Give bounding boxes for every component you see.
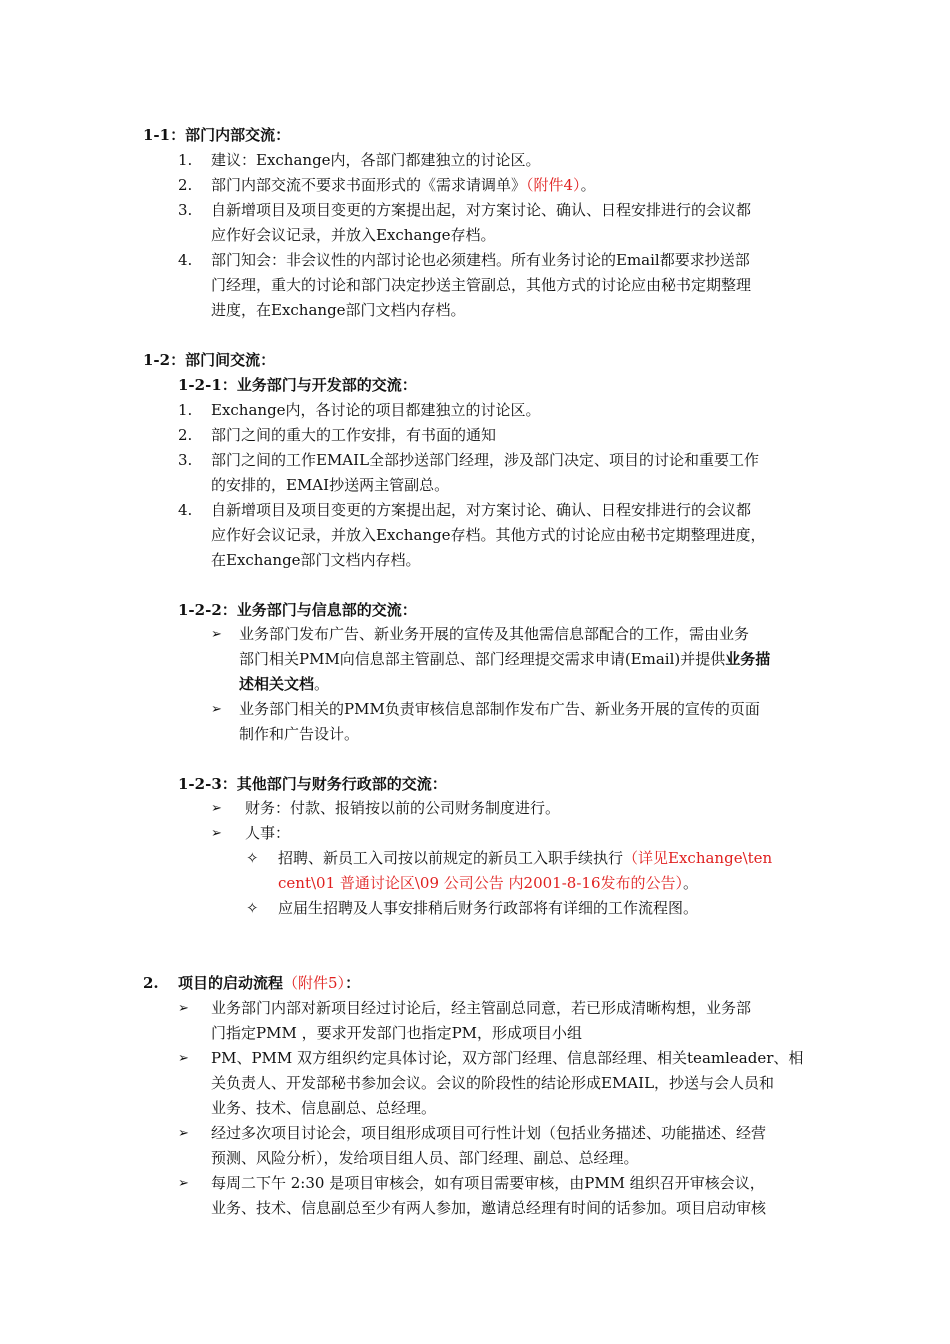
- emphasis-text: 业务描: [725, 650, 771, 668]
- list-number: 4.: [178, 251, 193, 269]
- list-text: 进度，在Exchange部门文档内存档。: [211, 301, 466, 319]
- list-text: 业务、技术、信息副总、总经理。: [211, 1099, 437, 1117]
- arrow-bullet-icon: ➢: [211, 801, 222, 816]
- list-text: 业务部门发布广告、新业务开展的宣传及其他需信息部配合的工作，需由业务: [239, 625, 750, 643]
- list-text: 门指定PMM ，要求开发部门也指定PM，形成项目小组: [211, 1024, 583, 1042]
- list-text: 应届生招聘及人事安排稍后财务行政部将有详细的工作流程图。: [278, 899, 699, 917]
- list-text: 每周二下午 2:30 是项目审核会，如有项目需要审核，由PMM 组织召开审核会议，: [211, 1174, 765, 1192]
- arrow-bullet-icon: ➢: [178, 1126, 189, 1141]
- list-number: 1.: [178, 151, 193, 169]
- list-text: PM、PMM 双方组织约定具体讨论，双方部门经理、信息部经理、相关teamleader、相: [211, 1049, 804, 1067]
- section-number-2: 2.: [143, 974, 159, 992]
- list-text: 建议：Exchange内，各部门都建独立的讨论区。: [211, 151, 541, 169]
- list-text: 人事：: [245, 824, 291, 842]
- subsection-heading-1-2-1: 1-2-1：业务部门与开发部的交流：: [178, 376, 417, 394]
- list-text: 预测、风险分析），发给项目组人员、部门经理、副总、总经理。: [211, 1149, 639, 1167]
- list-text: 的安排的，EMAI抄送两主管副总。: [211, 476, 450, 494]
- arrow-bullet-icon: ➢: [211, 702, 222, 717]
- list-number: 2.: [178, 176, 193, 194]
- subsection-heading-1-2-3: 1-2-3：其他部门与财务行政部的交流：: [178, 775, 447, 793]
- list-text: 经过多次项目讨论会，项目组形成项目可行性计划（包括业务描述、功能描述、经营: [211, 1124, 767, 1142]
- subsection-heading-1-2-2: 1-2-2：业务部门与信息部的交流：: [178, 601, 417, 619]
- list-text: 业务部门相关的PMM负责审核信息部制作发布广告、新业务开展的宣传的页面: [239, 700, 760, 718]
- section-heading-1-2: 1-2：部门间交流：: [143, 351, 276, 369]
- list-number: 3.: [178, 451, 193, 469]
- list-text: 在Exchange部门文档内存档。: [211, 551, 421, 569]
- list-number: 2.: [178, 426, 193, 444]
- arrow-bullet-icon: ➢: [211, 826, 222, 841]
- list-text: 部门之间的重大的工作安排，有书面的通知: [211, 426, 497, 444]
- list-number: 4.: [178, 501, 193, 519]
- list-text: 招聘、新员工入司按以前规定的新员工入职手续执行（详见Exchange\ten: [278, 849, 773, 867]
- list-text: 应作好会议记录，并放入Exchange存档。其他方式的讨论应由秘书定期整理进度，: [211, 526, 766, 544]
- list-text: Exchange内，各讨论的项目都建独立的讨论区。: [211, 401, 541, 419]
- diamond-bullet-icon: ✧: [246, 899, 259, 917]
- attachment-ref: （附件4）: [526, 176, 581, 194]
- list-text: 自新增项目及项目变更的方案提出起，对方案讨论、确认、日程安排进行的会议都: [211, 501, 752, 519]
- list-text: 制作和广告设计。: [239, 725, 360, 743]
- attachment-ref: （附件5）: [283, 974, 346, 992]
- list-text: cent\01 普通讨论区\09 公司公告 内2001-8-16发布的公告）。: [278, 874, 699, 892]
- arrow-bullet-icon: ➢: [178, 1176, 189, 1191]
- list-text: 关负责人、开发部秘书参加会议。会议的阶段性的结论形成EMAIL，抄送与会人员和: [211, 1074, 775, 1092]
- list-number: 3.: [178, 201, 193, 219]
- list-text: 应作好会议记录，并放入Exchange存档。: [211, 226, 496, 244]
- list-text: 门经理，重大的讨论和部门决定抄送主管副总，其他方式的讨论应由秘书定期整理: [211, 276, 752, 294]
- list-text: 部门之间的工作EMAIL全部抄送部门经理，涉及部门决定、项目的讨论和重要工作: [211, 451, 760, 469]
- list-text: 业务部门内部对新项目经过讨论后，经主管副总同意，若已形成清晰构想，业务部: [211, 999, 752, 1017]
- list-text: 部门知会：非会议性的内部讨论也必须建档。所有业务讨论的Email都要求抄送部: [211, 251, 750, 269]
- exchange-path-ref: （详见Exchange\ten: [623, 849, 773, 867]
- list-number: 1.: [178, 401, 193, 419]
- list-text: 述相关文档。: [239, 675, 330, 693]
- emphasis-text: 述相关文档: [239, 675, 315, 693]
- arrow-bullet-icon: ➢: [178, 1051, 189, 1066]
- list-text: 业务、技术、信息副总至少有两人参加，邀请总经理有时间的话参加。项目启动审核: [211, 1199, 767, 1217]
- diamond-bullet-icon: ✧: [246, 849, 259, 867]
- list-text: 财务：付款、报销按以前的公司财务制度进行。: [245, 799, 561, 817]
- list-text: 部门相关PMM向信息部主管副总、部门经理提交需求申请(Email)并提供业务描: [239, 650, 771, 668]
- exchange-path-ref: cent\01 普通讨论区\09 公司公告 内2001-8-16发布的公告）: [278, 874, 683, 892]
- section-heading-1-1: 1-1：部门内部交流：: [143, 126, 291, 144]
- list-text: 自新增项目及项目变更的方案提出起，对方案讨论、确认、日程安排进行的会议都: [211, 201, 752, 219]
- arrow-bullet-icon: ➢: [211, 627, 222, 642]
- list-text: 部门内部交流不要求书面形式的《需求请调单》（附件4）。: [211, 176, 596, 194]
- section-heading-2: 项目的启动流程（附件5）：: [178, 974, 361, 992]
- arrow-bullet-icon: ➢: [178, 1001, 189, 1016]
